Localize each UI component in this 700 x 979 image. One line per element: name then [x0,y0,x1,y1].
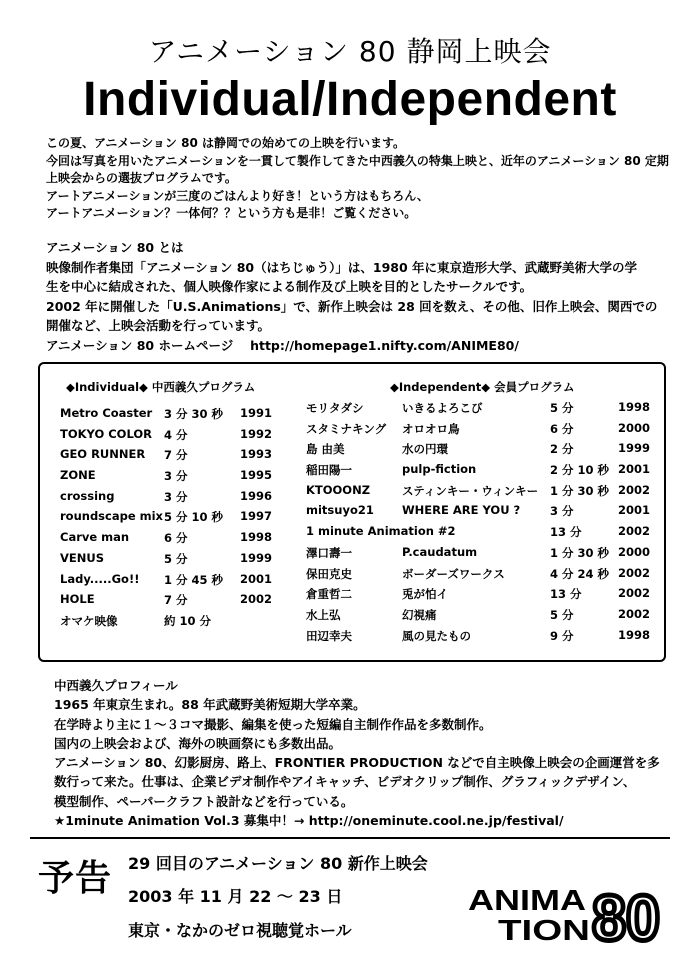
row-title: ZONE [60,468,96,483]
row-author: mitsuyo21 [306,503,374,518]
row-year: 1998 [618,400,651,414]
row-year: 2002 [618,606,651,621]
row-year: 1996 [240,488,273,503]
row-year: 2001 [618,503,651,518]
page-title-en: Individual/Independent [83,73,617,126]
row-title: VENUS [60,550,105,565]
row-year: 2002 [618,482,651,497]
row-year: 1995 [240,468,273,483]
row-author: 1 minute Animation #2 [306,524,456,539]
row-year: 2002 [618,524,651,539]
row-title: 兎が怕イ [402,587,448,602]
row-year: 1993 [240,447,273,462]
about-line: 2002 年に開催した「U.S.Animations」で、新作上映会は 28 回を数え、その他、旧作上映会、関西での [46,298,658,314]
row-duration: 3 分 [164,469,188,484]
row-year: 2001 [618,462,651,477]
row-year: 1998 [240,530,273,545]
row-duration: 4 分 [164,427,188,442]
row-author: 田辺幸夫 [306,628,352,643]
row-duration: 1 分 45 秒 [164,572,224,587]
profile-recruit: ★1minute Animation Vol.3 募集中！→ http://oneminute.cool.ne.jp/festival/ [54,813,564,829]
row-duration: 7 分 [164,593,188,608]
row-title: 幻視痛 [402,607,437,622]
row-year: 2002 [618,565,651,580]
row-year: 2001 [240,571,273,586]
profile-line: 1965 年東京生まれ。88 年武蔵野美術短期大学卒業。 [54,697,366,713]
row-year: 2002 [240,592,273,607]
row-duration: 6 分 [164,531,188,546]
about-heading: アニメーション 80 とは [46,240,184,255]
profile-line: 在学時より主に１～３コマ撮影、編集を使った短編自主制作作品を多数制作。 [54,716,492,732]
profile-heading: 中西義久プロフィール [54,678,178,693]
logo-text-tion: TION [498,915,590,944]
row-duration: 5 分 [550,401,574,415]
row-author: 澤口壽一 [306,545,352,560]
row-year: 2002 [618,586,651,601]
row-year: 2000 [618,544,651,559]
individual-program-heading: ◆Individual◆ 中西義久プログラム [66,380,256,394]
row-title: オロオロ鳥 [402,421,460,436]
profile-line: 国内の上映会および、海外の映画祭にも多数出品。 [54,735,342,751]
row-title: Carve man [60,530,130,545]
row-title: TOKYO COLOR [60,426,152,441]
row-year: 2000 [618,420,651,435]
row-duration: 1 分 30 秒 [550,545,610,560]
row-title: HOLE [60,592,95,607]
row-year: 1999 [240,550,273,565]
row-title: スティンキー・ウィンキー [402,483,539,498]
profile-line: 模型制作、ペーパークラフト設計などを行っている。 [54,793,354,809]
row-author: モリタダシ [306,401,364,415]
row-author: 倉重哲二 [306,587,352,602]
row-duration: 3 分 [550,504,574,519]
notice-date: 2003 年 11 月 22 ～ 23 日 [128,887,343,906]
row-author: KTOOONZ [306,482,371,497]
intro-line: この夏、アニメーション 80 は静岡での始めての上映を行います。 [46,136,406,150]
row-duration: 1 分 30 秒 [550,483,610,498]
row-title: crossing [60,488,115,503]
row-year: 1992 [240,426,273,441]
row-duration: 13 分 [550,525,582,540]
independent-program-heading: ◆Independent◆ 会員プログラム [390,380,575,394]
intro-line: 今回は写真を用いたアニメーションを一貫して製作してきた中西義久の特集上映と、近年のアニメーション 80 定期 [46,153,669,168]
intro-line: 上映会からの選抜プログラムです。 [46,171,237,185]
row-title: Metro Coaster [60,406,153,420]
intro-line: アートアニメーションが三度のごはんより好き！という方はもちろん、 [46,188,429,203]
row-title: pulp-fiction [402,462,477,477]
row-duration: 3 分 30 秒 [164,407,224,421]
row-title: GEO RUNNER [60,447,146,462]
about-homepage: アニメーション 80 ホームページ http://homepage1.nifty.com/ANIME80/ [46,337,519,353]
about-line: 映像制作者集団「アニメーション 80（はちじゅう）」は、1980 年に東京造形大学、武蔵野美術大学の学 [46,259,638,275]
notice-event: 29 回目のアニメーション 80 新作上映会 [128,854,428,873]
row-duration: 6 分 [550,421,574,436]
profile-section [54,676,694,830]
row-duration: 5 分 [550,607,574,622]
row-duration: 約 10 分 [164,613,212,628]
row-duration: 3 分 [164,489,188,504]
intro-text [46,135,676,223]
notice-venue: 東京・なかのゼロ視聴覚ホール [128,921,352,940]
divider [30,837,670,839]
row-duration: 9 分 [550,628,574,643]
row-duration: 13 分 [550,587,582,602]
intro-line: アートアニメーション？一体何？？という方も是非！ご覧ください。 [46,206,417,220]
row-year: 1999 [618,441,651,456]
row-duration: 5 分 10 秒 [164,510,224,525]
row-duration: 2 分 10 秒 [550,463,610,478]
row-title: ボーダーズワークス [402,566,505,581]
row-title: P.caudatum [402,544,478,559]
row-duration: 2 分 [550,442,574,457]
row-author: 保田克史 [306,566,352,581]
row-title: Lady.....Go!! [60,571,140,586]
about-line: 開催など、上映会活動を行っています。 [46,318,271,333]
row-title: WHERE ARE YOU ? [402,503,521,518]
profile-line: 数行って来た。仕事は、企業ビデオ制作やアイキャッチ、ビデオクリップ制作、グラフィックデザイン、 [54,774,636,790]
profile-line: アニメーション 80、幻影厨房、路上、FRONTIER PRODUCTION などで自主映像上映会の企画運営を多 [54,755,660,771]
row-author: スタミナキング [306,421,387,436]
row-year: 1998 [618,627,651,642]
row-title: roundscape mix [60,509,163,524]
row-duration: 5 分 [164,551,188,566]
row-title: いきるよろこび [402,401,483,415]
about-section [46,238,686,355]
notice-label: 予告 [38,858,113,899]
page-title-jp: アニメーション 80 静岡上映会 [148,35,552,68]
row-title: 風の見たもの [402,628,471,643]
logo-text-anima: ANIMA [468,885,587,917]
row-duration: 7 分 [164,448,188,463]
logo-number-80: 80 [592,882,660,944]
row-title: 水の円環 [402,442,448,457]
row-author: 稲田陽一 [306,463,352,478]
about-line: 生を中心に結成された、個人映像作家による制作及び上映を目的としたサークルです。 [46,279,533,294]
row-year: 1997 [240,509,273,524]
row-duration: 4 分 24 秒 [550,566,610,581]
animation80-logo [468,882,668,944]
row-title: オマケ映像 [60,613,118,628]
row-author: 島 由美 [306,442,345,457]
row-year: 1991 [240,406,273,420]
row-author: 水上弘 [306,607,341,622]
